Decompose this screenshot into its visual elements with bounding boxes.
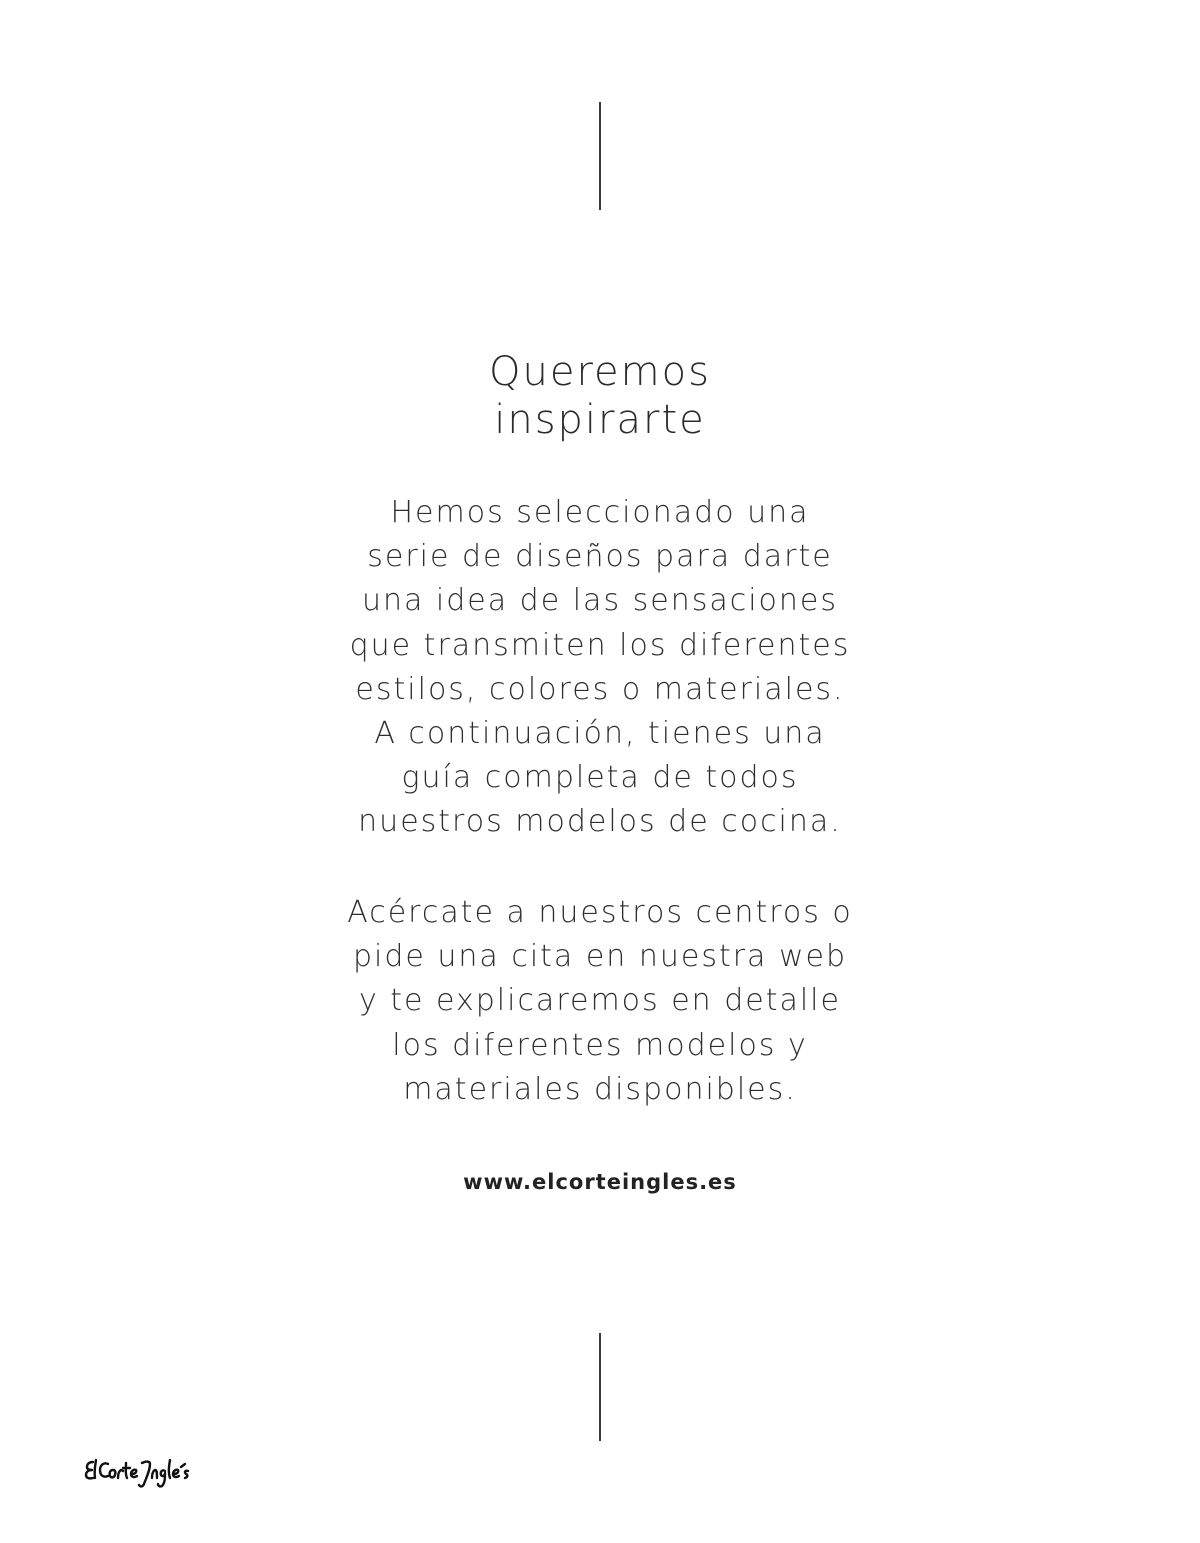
visit-line: los diferentes modelos y (392, 1027, 808, 1063)
el-corte-ingles-logo (84, 1456, 210, 1490)
page-title (0, 348, 1200, 444)
title-line-1: Queremos (489, 349, 711, 395)
intro-line: una idea de las sensaciones (361, 583, 839, 619)
title-line-2: inspirarte (494, 397, 706, 443)
top-divider-line (599, 102, 601, 210)
intro-line: serie de diseños para darte (367, 539, 833, 575)
website-link[interactable]: www.elcorteingles.es (463, 1170, 737, 1194)
visit-line: y te explicaremos en detalle (359, 983, 841, 1019)
visit-line: Acércate a nuestros centros o (347, 895, 853, 930)
intro-line: Hemos seleccionado una (390, 495, 810, 530)
intro-line: nuestros modelos de cocina. (358, 804, 842, 840)
bottom-divider-line (599, 1333, 601, 1441)
visit-line: materiales disponibles. (403, 1071, 797, 1107)
visit-paragraph (0, 891, 1200, 1112)
visit-line: pide una cita en nuestra web (352, 939, 848, 975)
intro-line: que transmiten los diferentes (349, 627, 851, 663)
intro-line: A continuación, tienes una (374, 716, 826, 752)
intro-line: estilos, colores o materiales. (355, 671, 845, 707)
intro-line: guía completa de todos (401, 760, 799, 796)
intro-paragraph (0, 491, 1200, 845)
